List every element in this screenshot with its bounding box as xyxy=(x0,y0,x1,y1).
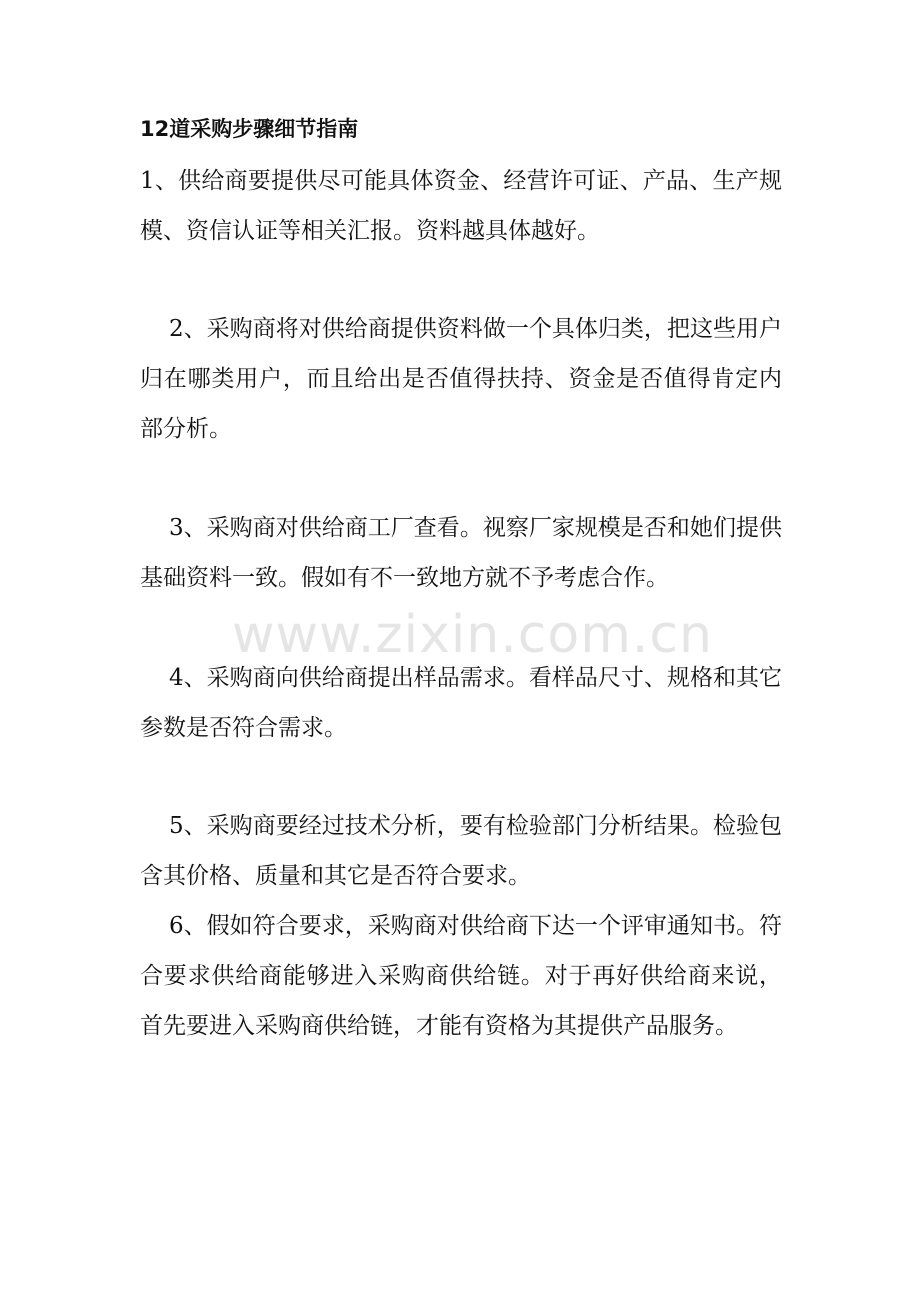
document-title: 12道采购步骤细节指南 xyxy=(140,117,359,141)
paragraph-3: 3、采购商对供给商工厂查看。视察厂家规模是否和她们提供基础资料一致。假如有不一致地方就不予考虑合作。 xyxy=(140,515,782,591)
paragraph-2: 2、采购商将对供给商提供资料做一个具体归类，把这些用户归在哪类用户，而且给出是否值得扶持、资金是否值得肯定内部分析。 xyxy=(140,316,782,442)
paragraph-5: 5、采购商要经过技术分析，要有检验部门分析结果。检验包含其价格、质量和其它是否符合要求。 xyxy=(140,813,782,889)
paragraph-4: 4、采购商向供给商提出样品需求。看样品尺寸、规格和其它参数是否符合需求。 xyxy=(140,665,782,741)
paragraph-6: 6、假如符合要求，采购商对供给商下达一个评审通知书。符合要求供给商能够进入采购商供给链。对于再好供给商来说，首先要进入采购商供给链，才能有资格为其提供产品服务。 xyxy=(140,913,782,1039)
watermark: www.zixin.com.cn xyxy=(232,605,713,665)
paragraph-1: 1、供给商要提供尽可能具体资金、经营许可证、产品、生产规模、资信认证等相关汇报。资料越具体越好。 xyxy=(140,168,782,244)
